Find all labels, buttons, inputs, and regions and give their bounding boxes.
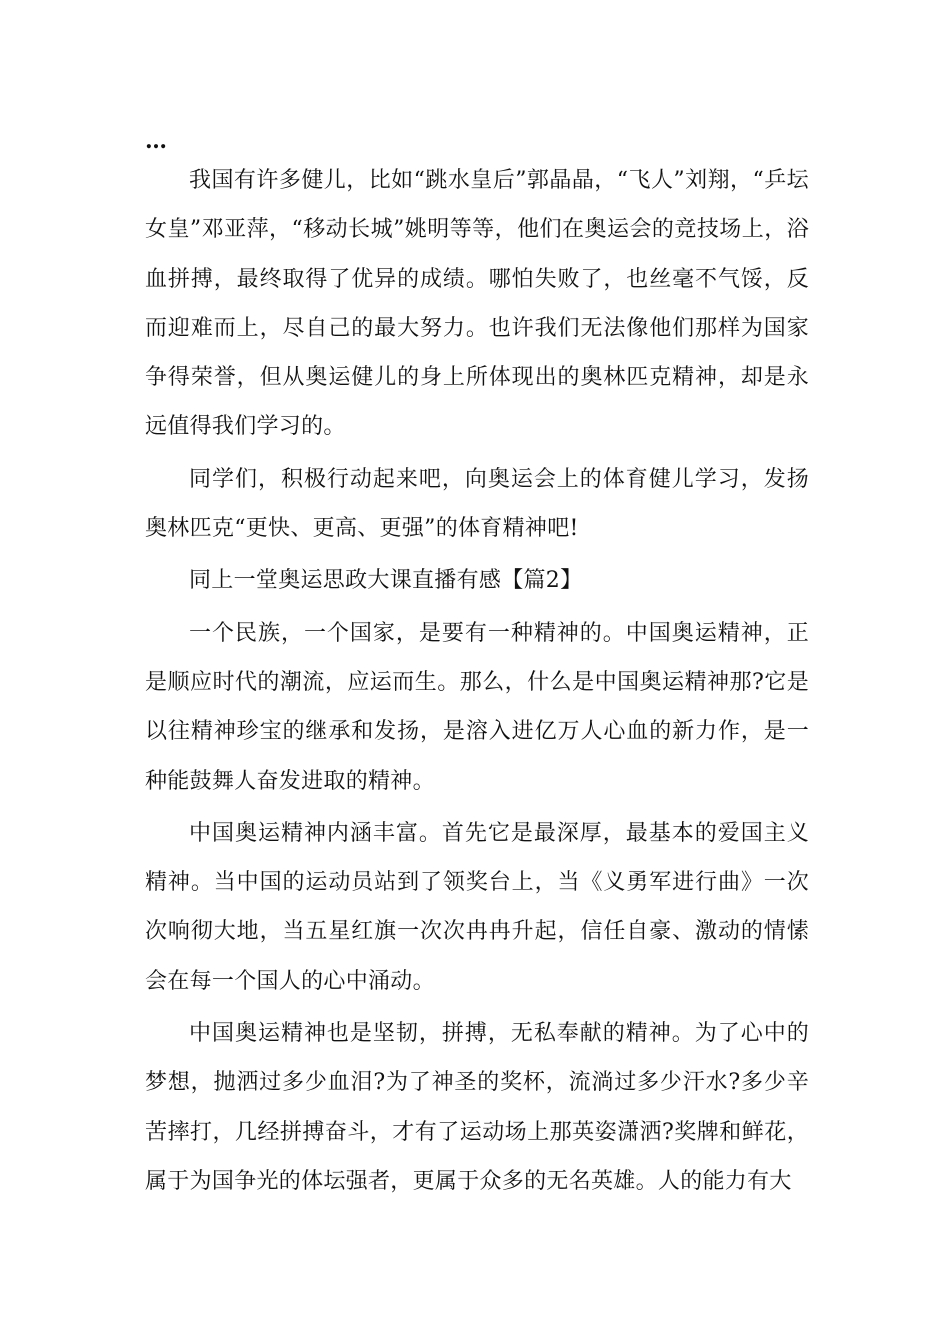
section-heading-part-2: 同上一堂奥运思政大课直播有感【篇2】 <box>189 568 583 594</box>
paragraph-olympic-athletes: 我国有许多健儿，比如“跳水皇后”郭晶晶，“飞人”刘翔，“乒坛女皇”邓亚萍，“移动长城”姚明等等，他们在奥运会的竞技场上，浴血拼搏，最终取得了优异的成绩。哪怕失败了，也丝毫不气馁，反而迎难而上，尽自己的最大努力。也许我们无法像他们那样为国家争得荣誉，但从奥运健儿的身上所体现出的奥林匹克精神，却是永远值得我们学习的。 <box>145 168 809 440</box>
ellipsis-marker: … <box>145 128 168 154</box>
paragraph-national-spirit: 一个民族，一个国家，是要有一种精神的。中国奥运精神，正是顺应时代的潮流，应运而生。那么，什么是中国奥运精神那?它是以往精神珍宝的继承和发扬，是溶入进亿万人心血的新力作，是一种能鼓舞人奋发进取的精神。 <box>145 620 809 794</box>
paragraph-perseverance: 中国奥运精神也是坚韧，拼搏，无私奉献的精神。为了心中的梦想，抛洒过多少血泪?为了神圣的奖杯，流淌过多少汗水?多少辛苦摔打，几经拼搏奋斗，才有了运动场上那英姿潇洒?奖牌和鲜花，属于为国争光的体坛强者，更属于众多的无名英雄。人的能力有大 <box>145 1021 809 1194</box>
paragraph-call-to-action: 同学们，积极行动起来吧，向奥运会上的体育健儿学习，发扬奥林匹克“更快、更高、更强”的体育精神吧! <box>145 466 809 542</box>
paragraph-patriotism: 中国奥运精神内涵丰富。首先它是最深厚，最基本的爱国主义精神。当中国的运动员站到了领奖台上，当《义勇军进行曲》一次次响彻大地，当五星红旗一次次冉冉升起，信任自豪、激动的情愫会在每一个国人的心中涌动。 <box>145 820 809 994</box>
document-body <box>145 156 809 1209</box>
